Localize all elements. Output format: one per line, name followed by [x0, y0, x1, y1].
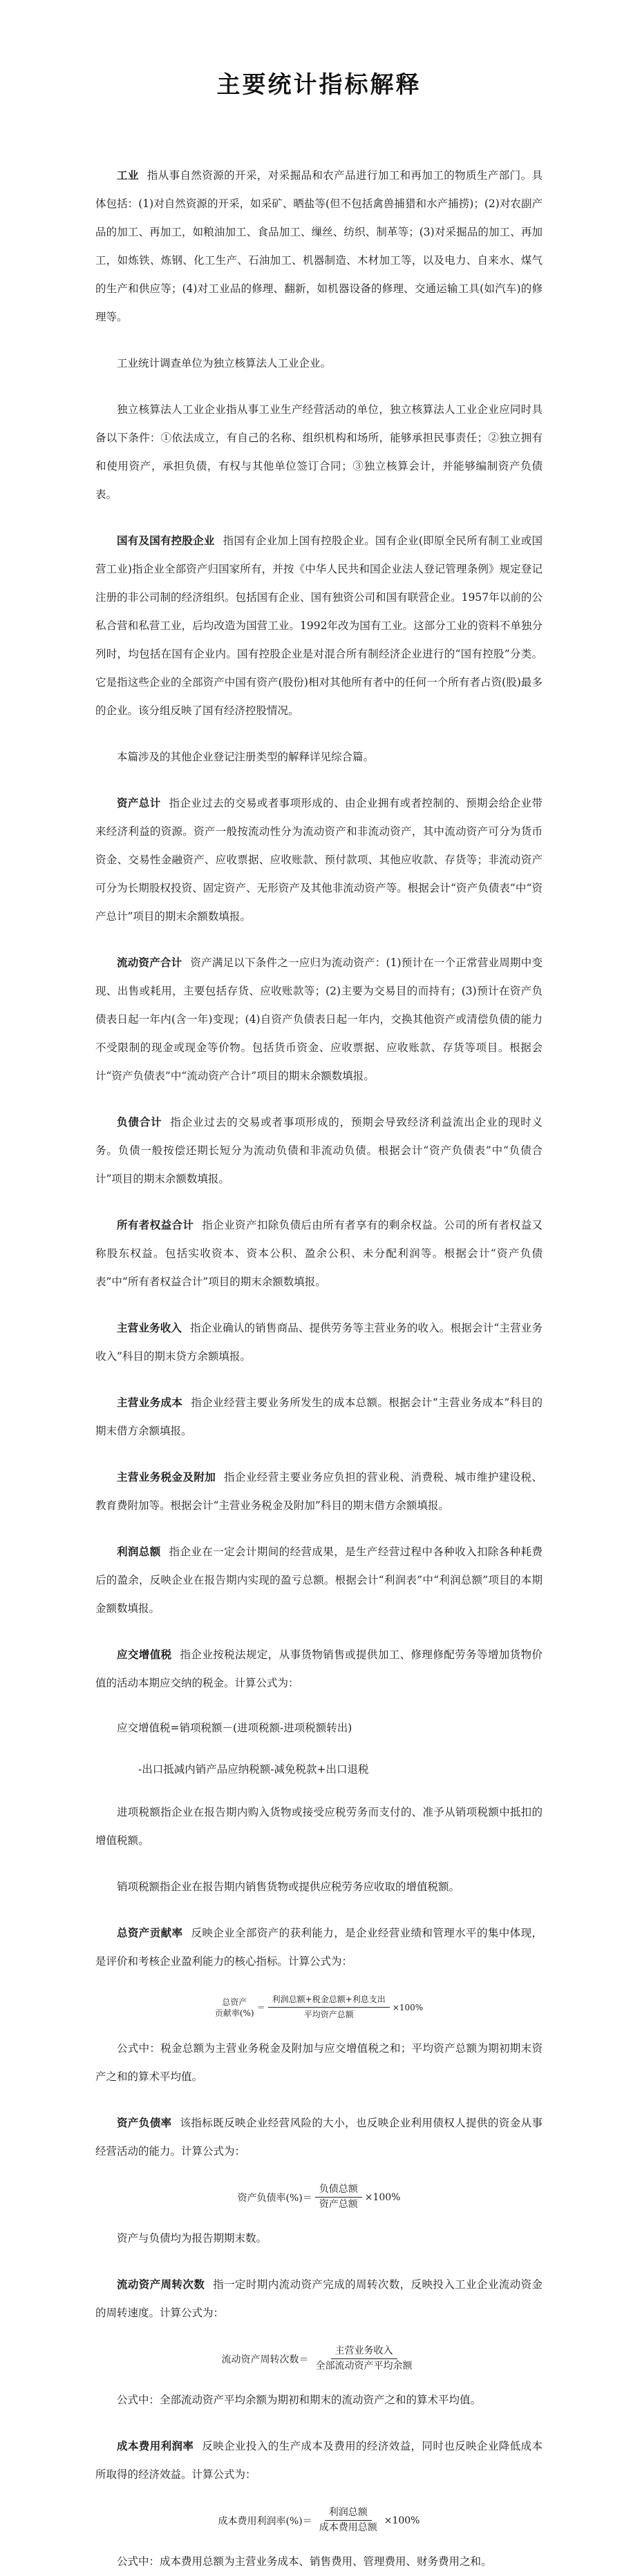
roa-formula-lhs: [215, 1997, 254, 2019]
term-current-turnover: 流动资产周转次数: [117, 2278, 205, 2291]
owners-equity-definition: 指企业资产扣除负债后由所有者享有的剩余权益。公司的所有者权益又称股东权益。包括实收资本、资本公积、盈余公积、未分配利润等。根据会计“资产负债表”中“所有者权益合计”项目的期末余额数填报。: [95, 1219, 543, 1288]
industry-survey-unit: 工业统计调查单位为独立核算法人工业企业。: [117, 357, 332, 369]
debt-ratio-multiplier: ×100%: [364, 2191, 401, 2203]
cost-profit-numerator: 利润总额: [325, 2507, 372, 2521]
current-turnover-numerator: 主营业务收入: [331, 2345, 397, 2359]
term-total-assets: 资产总计: [117, 797, 161, 809]
main-revenue-paragraph: [95, 1314, 543, 1371]
term-vat: 应交增值税: [117, 1649, 172, 1661]
term-cost-profit: 成本费用利润率: [117, 2440, 194, 2452]
other-types-note: 本篇涉及的其他企业登记注册类型的解释详见综合篇。: [117, 751, 375, 763]
roa-multiplier: ×100%: [392, 2002, 424, 2012]
current-turnover-fraction: [312, 2345, 417, 2372]
cost-profit-fraction: [315, 2507, 381, 2534]
current-turnover-note: 公式中：全部流动资产平均余额为期初和期末的流动资产之和的算术平均值。: [117, 2394, 482, 2406]
current-assets-paragraph: [95, 949, 543, 1090]
total-assets-paragraph: [95, 789, 543, 931]
term-main-revenue: 主营业务收入: [117, 1322, 182, 1334]
cost-profit-definition: 反映企业投入的生产成本及费用的经济效益，同时也反映企业降低成本所取得的经济效益。计算公式为：: [95, 2440, 543, 2481]
roa-formula: [95, 1994, 543, 2021]
total-profit-paragraph: [95, 1538, 543, 1623]
total-liabilities-definition: 指企业过去的交易或者事项形成的，预期会导致经济利益流出企业的现时义务。负债一般按偿还期长短分为流动负债和非流动负债。根据会计“资产负债表”中“负债合计”项目的期末余额数填报。: [95, 1116, 543, 1185]
debt-ratio-numerator: 负债总额: [315, 2184, 362, 2198]
term-current-assets: 流动资产合计: [117, 957, 182, 969]
total-liabilities-paragraph: [95, 1108, 543, 1193]
main-cost-definition: 指企业经营主要业务所发生的成本总额。根据会计“主营业务成本”科目的期末借方余额填报。: [95, 1396, 543, 1437]
cost-profit-formula-lhs: 成本费用利润率(%)＝: [218, 2515, 312, 2527]
term-total-profit: 利润总额: [117, 1546, 161, 1558]
total-assets-definition: 指企业过去的交易或者事项形成的、由企业拥有或者控制的、预期会给企业带来经济利益的资源。资产一般按流动性分为流动资产和非流动资产，其中流动资产可分为货币资金、交易性金融资产、应收票据、应收账款、预付款项、其他应收款、存货等；非流动资产可分为长期股权投资、固定资产、无形资产及其他非流动资产等。根据会计“资产负债表”中“资产总计”项目的期末余额数填报。: [95, 797, 543, 923]
main-cost-paragraph: [95, 1389, 543, 1445]
term-industry: 工业: [117, 169, 139, 182]
industry-definition: 指从事自然资源的开采，对采掘品和农产品进行加工和再加工的物质生产部门。具体包括：(1)对自然资源的开采，如采矿、晒盐等(但不包括禽兽捕猎和水产捕捞)；(2)对农副产品的加工、再加工，如粮油加工、食品加工、缫丝、纺织、制革等；(3)对采掘品的加工、再加工，如炼铁、炼钢、化工生产、石油加工、机器制造、木材加工等，以及电力、自来水、煤气的生产和供应等；(4)对工业品的修理、翻新，如机器设备的修理、交通运输工具(如汽车)的修理等。: [95, 169, 543, 323]
industry-paragraph: [95, 162, 543, 331]
current-turnover-denominator: 全部流动资产平均余额: [315, 2361, 413, 2372]
current-turnover-formula-lhs: 流动资产周转次数＝: [221, 2354, 309, 2365]
debt-ratio-formula-lhs: 资产负债率(%)＝: [237, 2192, 312, 2204]
debt-ratio-formula: [95, 2184, 543, 2211]
cost-profit-multiplier: ×100%: [384, 2515, 420, 2526]
industry-enterprise-conditions: 独立核算法人工业企业指从事工业生产经营活动的单位，独立核算法人工业企业应同时具备以下条件：①依法成立，有自己的名称、组织机构和场所，能够承担民事责任；②独立拥有和使用资产，承担负债，有权与其他单位签订合同；③独立核算会计，并能够编制资产负债表。: [95, 403, 543, 501]
cost-profit-note: 公式中：成本费用总额为主营业务成本、销售费用、管理费用、财务费用之和。: [117, 2555, 492, 2568]
main-revenue-definition: 指企业确认的销售商品、提供劳务等主营业务的收入。根据会计“主营业务收入”科目的期末贷方余额填报。: [95, 1322, 543, 1363]
cost-profit-formula: [95, 2507, 543, 2534]
term-debt-ratio: 资产负债率: [117, 2117, 172, 2129]
output-tax-definition: 销项税额指企业在报告期内销售货物或提供应税劳务应收取的增值税额。: [117, 1881, 460, 1893]
current-assets-definition: 资产满足以下条件之一应归为流动资产：(1)预计在一个正常营业周期中变现、出售或耗用，主要包括存货、应收账款等；(2)主要为交易目的而持有；(3)预计在资产负债表日起一年内(含一年)变现；(4)自资产负债表日起一年内，交换其他资产或清偿负债的能力不受限制的现金或现金等价物。包括货币资金、应收票据、应收账款、存货等项目。根据会计“资产负债表”中“流动资产合计”项目的期末余额数填报。: [95, 957, 543, 1082]
vat-formula-line-1: 应交增值税=销项税额－(进项税额-进项税额转出): [117, 1722, 352, 1734]
debt-ratio-definition: 该指标既反映企业经营风险的大小，也反映企业利用债权人提供的资金从事经营活动的能力。计算公式为：: [95, 2117, 543, 2157]
roa-numerator: 利润总额+税金总额+利息支出: [268, 1994, 390, 2008]
roa-fraction: [268, 1994, 390, 2021]
roa-lhs-bottom: 贡献率(%): [214, 2008, 254, 2018]
roa-lhs-top: 总资产: [222, 1997, 247, 2007]
cost-profit-paragraph: [95, 2432, 543, 2489]
input-tax-definition: 进项税额指企业在报告期内购入货物或接受应税劳务而支付的、准予从销项税额中抵扣的增值税额。: [95, 1806, 543, 1847]
vat-paragraph: [95, 1641, 543, 1698]
total-profit-definition: 指企业在一定会计期间的经营成果，是生产经营过程中各种收入扣除各种耗费后的盈余，反映企业在报告期内实现的盈亏总额。根据会计“利润表”中“利润总额”项目的本期金额数填报。: [95, 1546, 543, 1615]
owners-equity-paragraph: [95, 1211, 543, 1296]
current-turnover-paragraph: [95, 2271, 543, 2327]
debt-ratio-note: 资产与负债均为报告期期末数。: [117, 2232, 267, 2245]
main-tax-paragraph: [95, 1463, 543, 1520]
debt-ratio-fraction: [315, 2184, 362, 2211]
current-turnover-definition: 指一定时期内流动资产完成的周转次数，反映投入工业企业流动资金的周转速度。计算公式为：: [95, 2278, 543, 2319]
vat-definition: 指企业按税法规定，从事货物销售或提供加工、修理修配劳务等增加货物价值的活动本期应交纳的税金。计算公式为：: [95, 1649, 543, 1689]
roa-formula-note: 公式中：税金总额为主营业务税金及附加与应交增值税之和；平均资产总额为期初期末资产之和的算术平均值。: [95, 2042, 543, 2083]
term-roa: 总资产贡献率: [117, 1927, 183, 1939]
page-title: 主要统计指标解释: [216, 71, 422, 99]
debt-ratio-denominator: 资产总额: [319, 2199, 358, 2210]
term-main-tax: 主营业务税金及附加: [117, 1471, 216, 1483]
main-tax-definition: 指企业经营主要业务应负担的营业税、消费税、城市维护建设税、教育费附加等。根据会计“主营业务税金及附加”科目的期末借方余额填报。: [95, 1471, 543, 1512]
term-main-cost: 主营业务成本: [117, 1396, 183, 1409]
current-turnover-formula: [95, 2345, 543, 2372]
cost-profit-denominator: 成本费用总额: [319, 2522, 377, 2533]
roa-definition: 反映企业全部资产的获利能力，是企业经营业绩和管理水平的集中体现，是评价和考核企业盈利能力的核心指标。计算公式为：: [95, 1927, 543, 1968]
roa-denominator: 平均资产总额: [303, 2010, 354, 2019]
debt-ratio-paragraph: [95, 2109, 543, 2166]
vat-formula-line-2: -出口抵减内销产品应纳税额-减免税款+出口退税: [138, 1763, 369, 1776]
term-total-liabilities: 负债合计: [117, 1116, 162, 1128]
state-owned-paragraph: [95, 527, 543, 725]
roa-paragraph: [95, 1919, 543, 1976]
roa-equals-sign: ＝: [256, 2003, 265, 2012]
term-state-owned: 国有及国有控股企业: [117, 535, 215, 547]
state-owned-definition: 指国有企业加上国有控股企业。国有企业(即原全民所有制工业或国营工业)指企业全部资产归国家所有，并按《中华人民共和国企业法人登记管理条例》规定登记注册的非公司制的经济组织。包括国有企业、国有独资公司和国有联营企业。1957年以前的公私合营和私营工业，后均改造为国营工业。1992年改为国有工业。这部分工业的资料不单独分列时，均包括在国有企业内。国有控股企业是对混合所有制经济企业进行的“国有控股”分类。它是指这些企业的全部资产中国有资产(股份)相对其他所有者中的任何一个所有者占资(股)最多的企业。该分组反映了国有经济控股情况。: [95, 535, 543, 717]
term-owners-equity: 所有者权益合计: [117, 1219, 194, 1231]
